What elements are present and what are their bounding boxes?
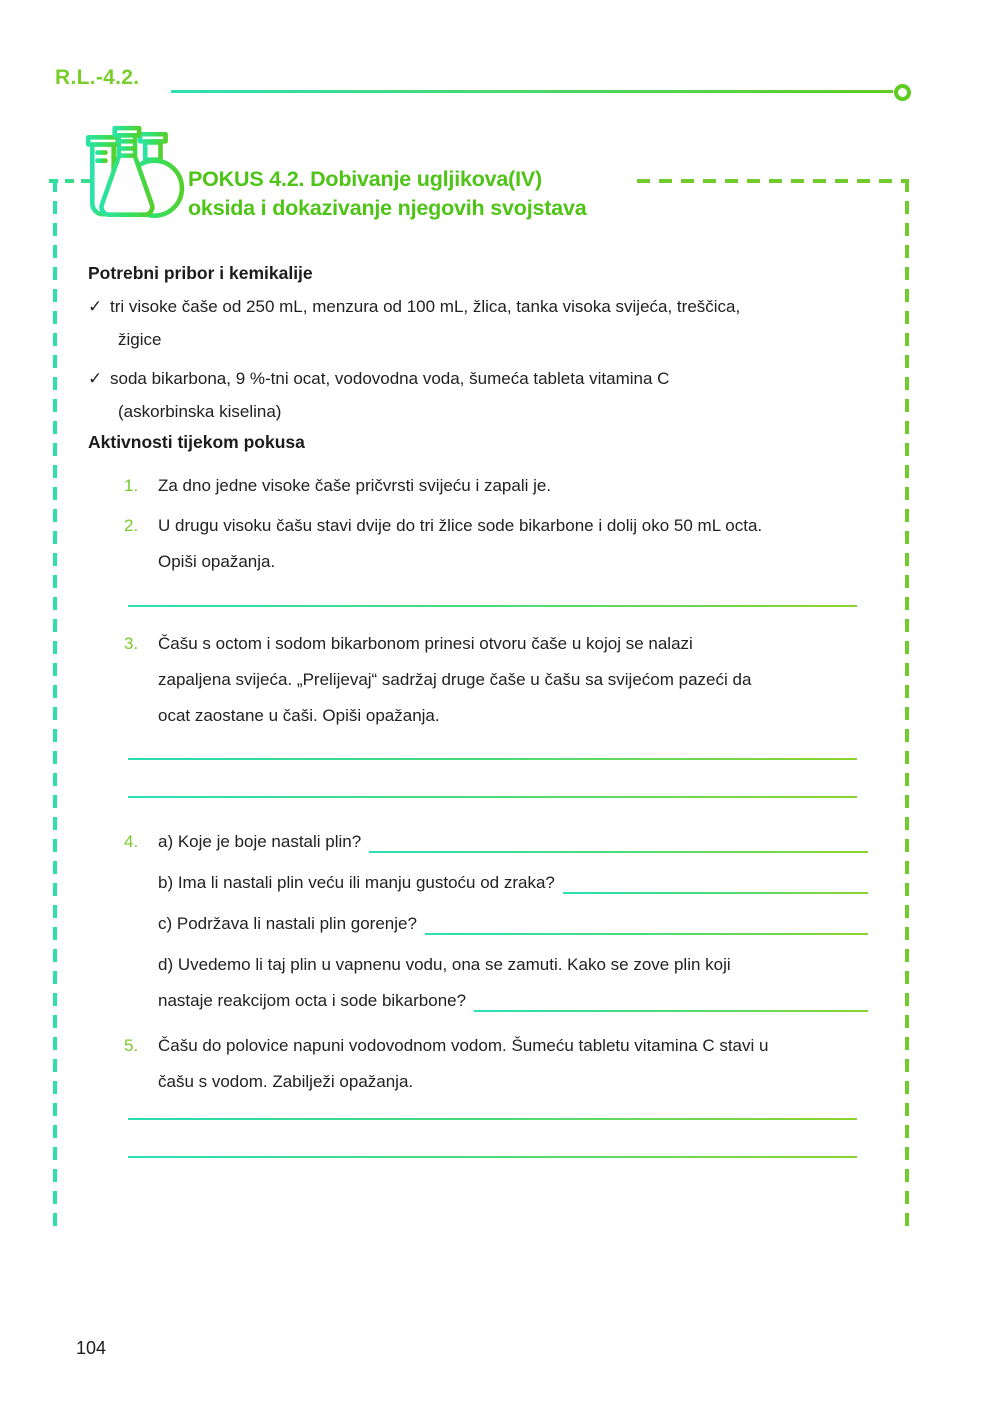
dashed-border-left — [53, 179, 57, 1233]
header-rule — [171, 90, 893, 93]
step-item-1 — [124, 468, 868, 504]
step-text-line: Opiši opažanja. — [158, 552, 276, 571]
page-number: 104 — [76, 1338, 107, 1358]
activities-list — [124, 468, 868, 1158]
question-row-b — [158, 865, 868, 901]
step-item-4 — [124, 824, 868, 1024]
answer-line — [474, 1010, 868, 1012]
answer-line — [128, 605, 857, 607]
ring-icon — [894, 84, 911, 101]
materials-item-line: (askorbinska kiselina) — [118, 402, 282, 421]
experiment-title-line1: POKUS 4.2. Dobivanje ugljikova(IV) — [188, 167, 543, 191]
materials-item — [88, 362, 828, 428]
step-text-line: zapaljena svijeća. „Prelijevaj“ sadržaj druge čaše u čašu sa svijećom pazeći da — [158, 670, 752, 689]
answer-line — [425, 933, 868, 935]
step-text-line: Za dno jedne visoke čaše pričvrsti svijeću i zapali je. — [158, 476, 552, 495]
step-text-line: Čašu s octom i sodom bikarbonom prinesi otvoru čaše u kojoj se nalazi — [158, 634, 693, 653]
lab-flasks-icon — [76, 120, 188, 237]
experiment-title — [188, 165, 586, 223]
step-text-line: Čašu do polovice napuni vodovodnom vodom. Šumeću tabletu vitamina C stavi u — [158, 1036, 769, 1055]
materials-item-line: žigice — [118, 330, 162, 349]
answer-line — [563, 892, 868, 894]
dashed-border-right — [905, 179, 909, 1233]
step-item-3 — [124, 626, 868, 734]
question-label: c) Podržava li nastali plin gorenje? — [158, 914, 417, 933]
answer-line — [128, 1156, 857, 1158]
step-number: 4. — [124, 832, 139, 851]
question-label: b) Ima li nastali plin veću ili manju gustoću od zraka? — [158, 873, 555, 892]
step-text-line: U drugu visoku čašu stavi dvije do tri žlice sode bikarbone i dolij oko 50 mL octa. — [158, 516, 763, 535]
step-number: 3. — [124, 634, 139, 653]
answer-line — [128, 1118, 857, 1120]
question-label: d) Uvedemo li taj plin u vapnenu vodu, ona se zamuti. Kako se zove plin koji — [158, 955, 731, 974]
question-label: nastaje reakcijom octa i sode bikarbone? — [158, 991, 467, 1010]
step-number: 2. — [124, 516, 139, 535]
check-icon: ✓ — [88, 369, 103, 388]
step-text-line: čašu s vodom. Zabilježi opažanja. — [158, 1072, 414, 1091]
answer-line — [128, 796, 857, 798]
step-item-5 — [124, 1028, 868, 1100]
dashed-border-top-right — [637, 179, 909, 183]
answer-line — [369, 851, 868, 853]
answer-line — [128, 758, 857, 760]
materials-heading: Potrebni pribor i kemikalije — [88, 263, 313, 283]
experiment-title-line2: oksida i dokazivanje njegovih svojstava — [188, 196, 587, 220]
question-row-d — [158, 983, 868, 1019]
activities-heading: Aktivnosti tijekom pokusa — [88, 432, 305, 452]
step-number: 1. — [124, 476, 139, 495]
materials-item-line: soda bikarbona, 9 %-tni ocat, vodovodna voda, šumeća tableta vitamina C — [110, 369, 670, 388]
materials-list — [88, 290, 828, 434]
question-label: a) Koje je boje nastali plin? — [158, 832, 362, 851]
page-label: R.L.-4.2. — [55, 66, 140, 89]
check-icon: ✓ — [88, 297, 103, 316]
materials-item — [88, 290, 828, 356]
question-row-c — [158, 906, 868, 942]
step-text-line: ocat zaostane u čaši. Opiši opažanja. — [158, 706, 440, 725]
step-number: 5. — [124, 1036, 139, 1055]
step-item-2 — [124, 508, 868, 580]
question-row-a — [158, 824, 868, 860]
materials-item-line: tri visoke čaše od 250 mL, menzura od 100 mL, žlica, tanka visoka svijeća, treščica, — [110, 297, 741, 316]
